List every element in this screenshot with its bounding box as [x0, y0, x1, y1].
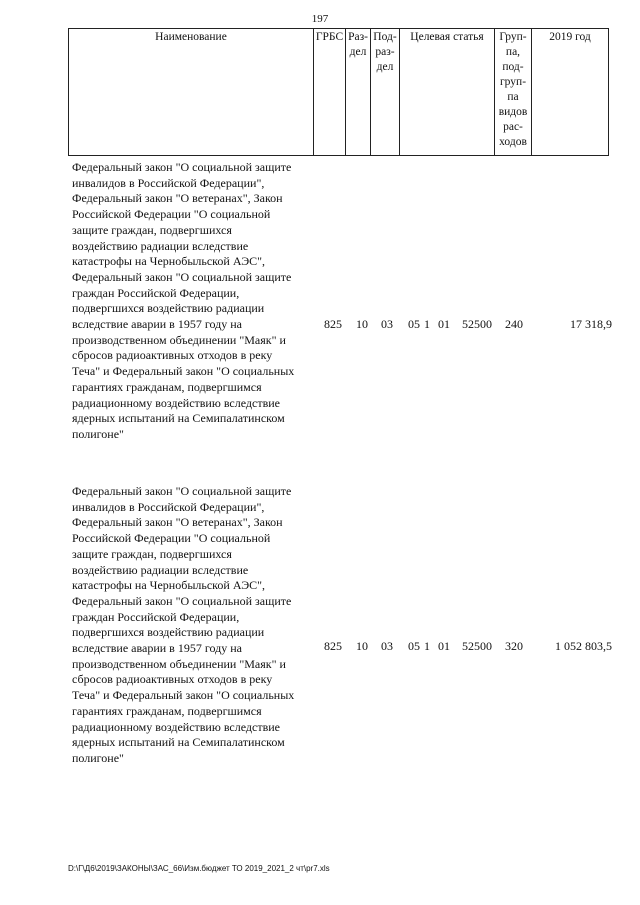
- cell-razdel: 10: [356, 639, 368, 653]
- header-razdel: Раз- дел: [346, 29, 371, 156]
- cell-amount: 17 318,9: [570, 317, 612, 331]
- cell-podrazdel: 03: [381, 639, 393, 653]
- header-year: 2019 год: [532, 29, 609, 156]
- file-path-footer: D:\Г\Д6\2019\ЗАКОНЫ\ЗАС_66\Изм.бюджет ТО 2019_2021_2 чт\pr7.xls: [68, 864, 330, 873]
- header-podrazdel: Под- раз- дел: [371, 29, 400, 156]
- cell-target-program: 05: [408, 639, 420, 653]
- cell-amount: 1 052 803,5: [555, 639, 612, 653]
- cell-grbs: 825: [324, 317, 342, 331]
- header-grbs: ГРБС: [314, 29, 346, 156]
- cell-group: 320: [505, 639, 523, 653]
- cell-target-program: 05: [408, 317, 420, 331]
- cell-group: 240: [505, 317, 523, 331]
- table-header-row: [69, 29, 609, 156]
- header-target-article: Целевая статья: [400, 29, 495, 156]
- cell-target-direction: 52500: [462, 317, 492, 331]
- cell-target-direction: 52500: [462, 639, 492, 653]
- row-name: Федеральный закон "О социальной защите инвалидов в Российской Федерации", Федеральный закон "О ветеранах", Закон Российской Федерации "О социальной защите граждан, подвергшихся воздействию радиации вследствие катастрофы на Чернобыльской АЭС", Федеральный закон "О социальной защите граждан Российской Федерации, подвергшихся воздействию радиации вследствие аварии в 1957 году на производственном объединении "Маяк" и сбросов радиоактивных отходов в реку Теча" и Федеральный закон "О социальных гарантиях гражданам, подвергшимся радиационному воздействию вследствие ядерных испытаний на Семипалатинском полигоне": [72, 160, 295, 441]
- header-name: Наименование: [69, 29, 314, 156]
- table-row: [68, 484, 613, 784]
- header-group: Груп- па, под- груп- па видов рас- ходов: [495, 29, 532, 156]
- cell-target-subprogram: 01: [438, 317, 450, 331]
- cell-razdel: 10: [356, 317, 368, 331]
- cell-grbs: 825: [324, 639, 342, 653]
- table-header: [68, 28, 609, 156]
- cell-target-type: 1: [424, 639, 430, 653]
- row-name: Федеральный закон "О социальной защите инвалидов в Российской Федерации", Федеральный закон "О ветеранах", Закон Российской Федерации "О социальной защите граждан, подвергшихся воздействию радиации вследствие катастрофы на Чернобыльской АЭС", Федеральный закон "О социальной защите граждан Российской Федерации, подвергшихся воздействию радиации вследствие аварии в 1957 году на производственном объединении "Маяк" и сбросов радиоактивных отходов в реку Теча" и Федеральный закон "О социальных гарантиях гражданам, подвергшимся радиационному воздействию вследствие ядерных испытаний на Семипалатинском полигоне": [72, 484, 295, 765]
- cell-podrazdel: 03: [381, 317, 393, 331]
- page-number: 197: [311, 13, 329, 25]
- table-row: [68, 160, 613, 460]
- cell-target-type: 1: [424, 317, 430, 331]
- cell-target-subprogram: 01: [438, 639, 450, 653]
